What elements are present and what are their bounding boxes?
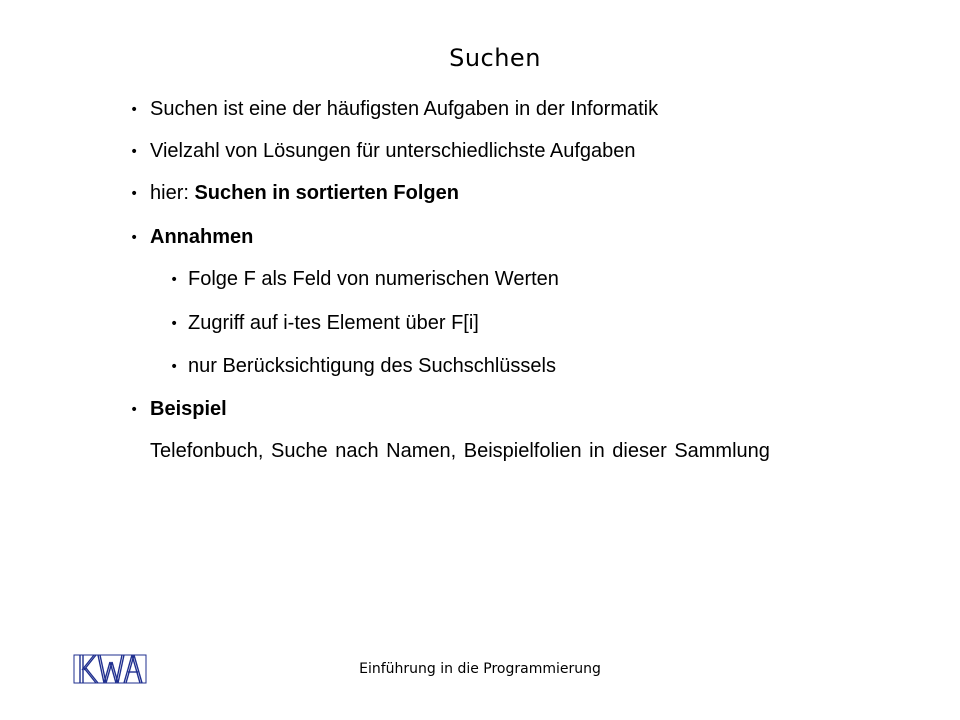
bullet-item-beispiel: Beispiel: [150, 398, 227, 420]
bullet-item-1: Suchen ist eine der häufigsten Aufgaben in der Informatik: [150, 98, 659, 120]
slide-title: Suchen: [449, 44, 541, 72]
sub-bullet-marker: •: [170, 316, 179, 332]
bullet-item-3: [150, 181, 459, 205]
bullet-marker: •: [130, 402, 139, 418]
sub-bullet-item-2: Zugriff auf i-tes Element über F[i]: [188, 312, 479, 334]
sub-bullet-item-3: nur Berücksichtigung des Suchschlüssels: [188, 355, 556, 377]
bullet-marker: •: [130, 186, 139, 202]
bullet-marker: •: [130, 102, 139, 118]
bullet-item-annahmen: Annahmen: [150, 226, 254, 248]
bullet-item-3-bold: Suchen in sortierten Folgen: [194, 182, 459, 204]
sub-bullet-item-1: Folge F als Feld von numerischen Werten: [188, 268, 559, 290]
footer-course-title: Einführung in die Programmierung: [359, 661, 601, 677]
sub-bullet-marker: •: [170, 359, 179, 375]
example-text: Telefonbuch, Suche nach Namen, Beispielfolien in dieser Sammlung: [150, 440, 770, 462]
bullet-item-2: Vielzahl von Lösungen für unterschiedlichste Aufgaben: [150, 140, 636, 162]
sub-bullet-marker: •: [170, 272, 179, 288]
bullet-marker: •: [130, 230, 139, 246]
bullet-item-3-prefix: hier:: [150, 182, 195, 204]
bullet-marker: •: [130, 144, 139, 160]
